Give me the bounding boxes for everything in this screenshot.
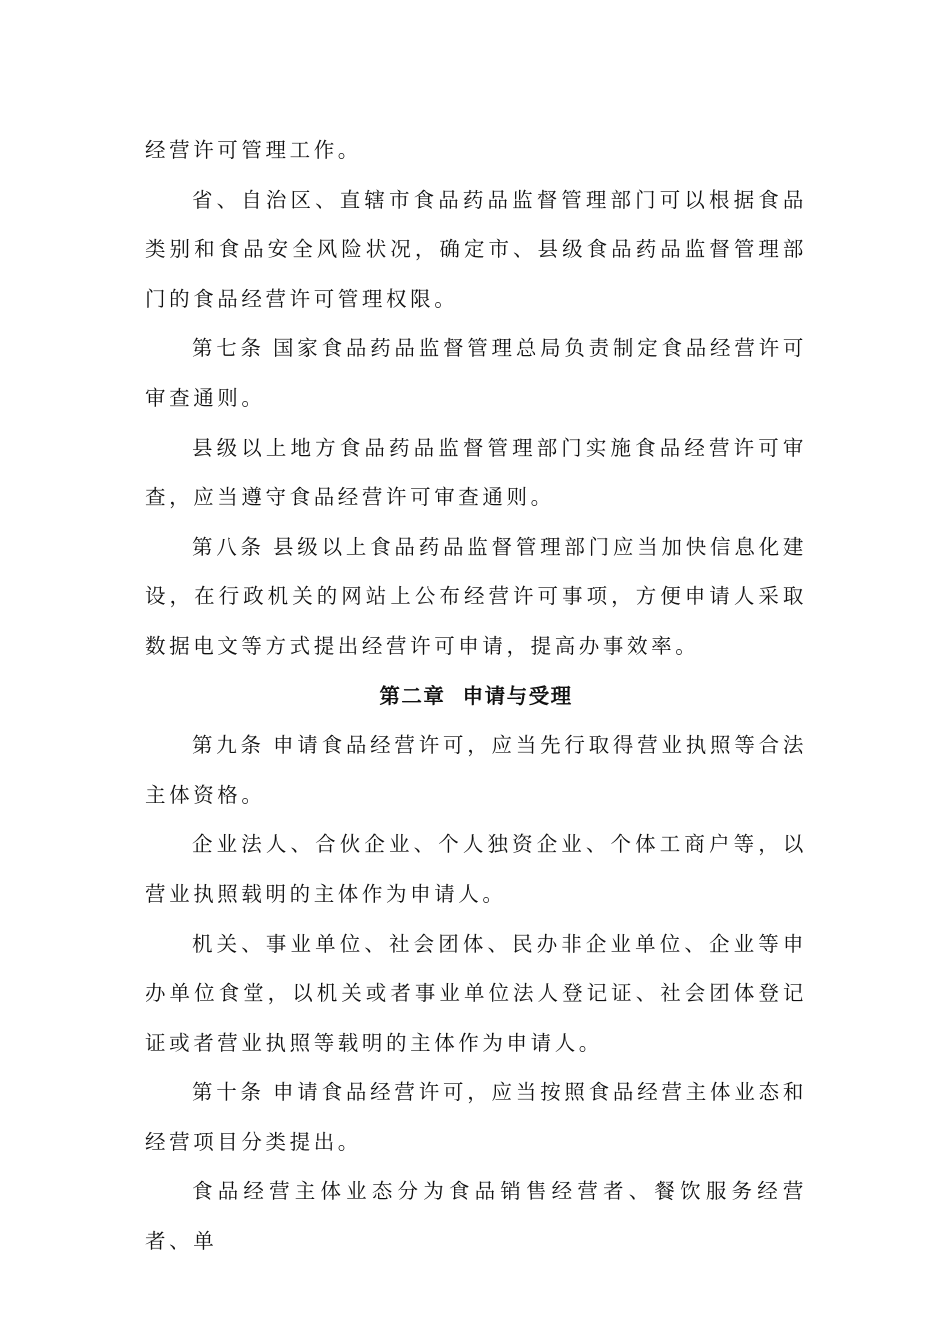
article-paragraph: [145, 324, 807, 423]
article-text: 国家食品药品监督管理总局负责制定食品经营许可审查通则。: [145, 336, 807, 410]
paragraph: [145, 820, 807, 919]
article-paragraph: [145, 1068, 807, 1167]
article-paragraph: [145, 721, 807, 820]
paragraph: [145, 1167, 807, 1266]
article-number: 第八条: [192, 534, 265, 559]
article-number: 第七条: [192, 336, 265, 361]
paragraph-text: 省、自治区、直辖市食品药品监督管理部门可以根据食品类别和食品安全风险状况，确定市、县级食品药品监督管理部门的食品经营许可管理权限。: [145, 187, 807, 311]
document-body: [145, 126, 807, 1267]
chapter-heading-text: 第二章 申请与受理: [379, 683, 573, 708]
paragraph-continuation: [145, 126, 807, 176]
paragraph-text: 企业法人、合伙企业、个人独资企业、个体工商户等，以营业执照载明的主体作为申请人。: [145, 832, 807, 906]
paragraph-text: 经营许可管理工作。: [145, 138, 362, 162]
paragraph-text: 县级以上地方食品药品监督管理部门实施食品经营许可审查，应当遵守食品经营许可审查通则。: [145, 435, 807, 510]
chapter-heading: [145, 672, 807, 722]
article-number: 第十条: [192, 1080, 265, 1105]
article-number: 第九条: [192, 733, 265, 758]
paragraph: [145, 176, 807, 325]
paragraph: [145, 920, 807, 1069]
article-text: 申请食品经营许可，应当按照食品经营主体业态和经营项目分类提出。: [145, 1080, 807, 1154]
article-text: 申请食品经营许可，应当先行取得营业执照等合法主体资格。: [145, 733, 807, 807]
paragraph-text: 食品经营主体业态分为食品销售经营者、餐饮服务经营者、单: [145, 1179, 807, 1254]
paragraph-text: 机关、事业单位、社会团体、民办非企业单位、企业等申办单位食堂，以机关或者事业单位法人登记证、社会团体登记证或者营业执照等载明的主体作为申请人。: [145, 931, 807, 1055]
paragraph: [145, 424, 807, 523]
article-paragraph: [145, 523, 807, 672]
article-text: 县级以上食品药品监督管理部门应当加快信息化建设，在行政机关的网站上公布经营许可事项，方便申请人采取数据电文等方式提出经营许可申请，提高办事效率。: [145, 534, 807, 658]
